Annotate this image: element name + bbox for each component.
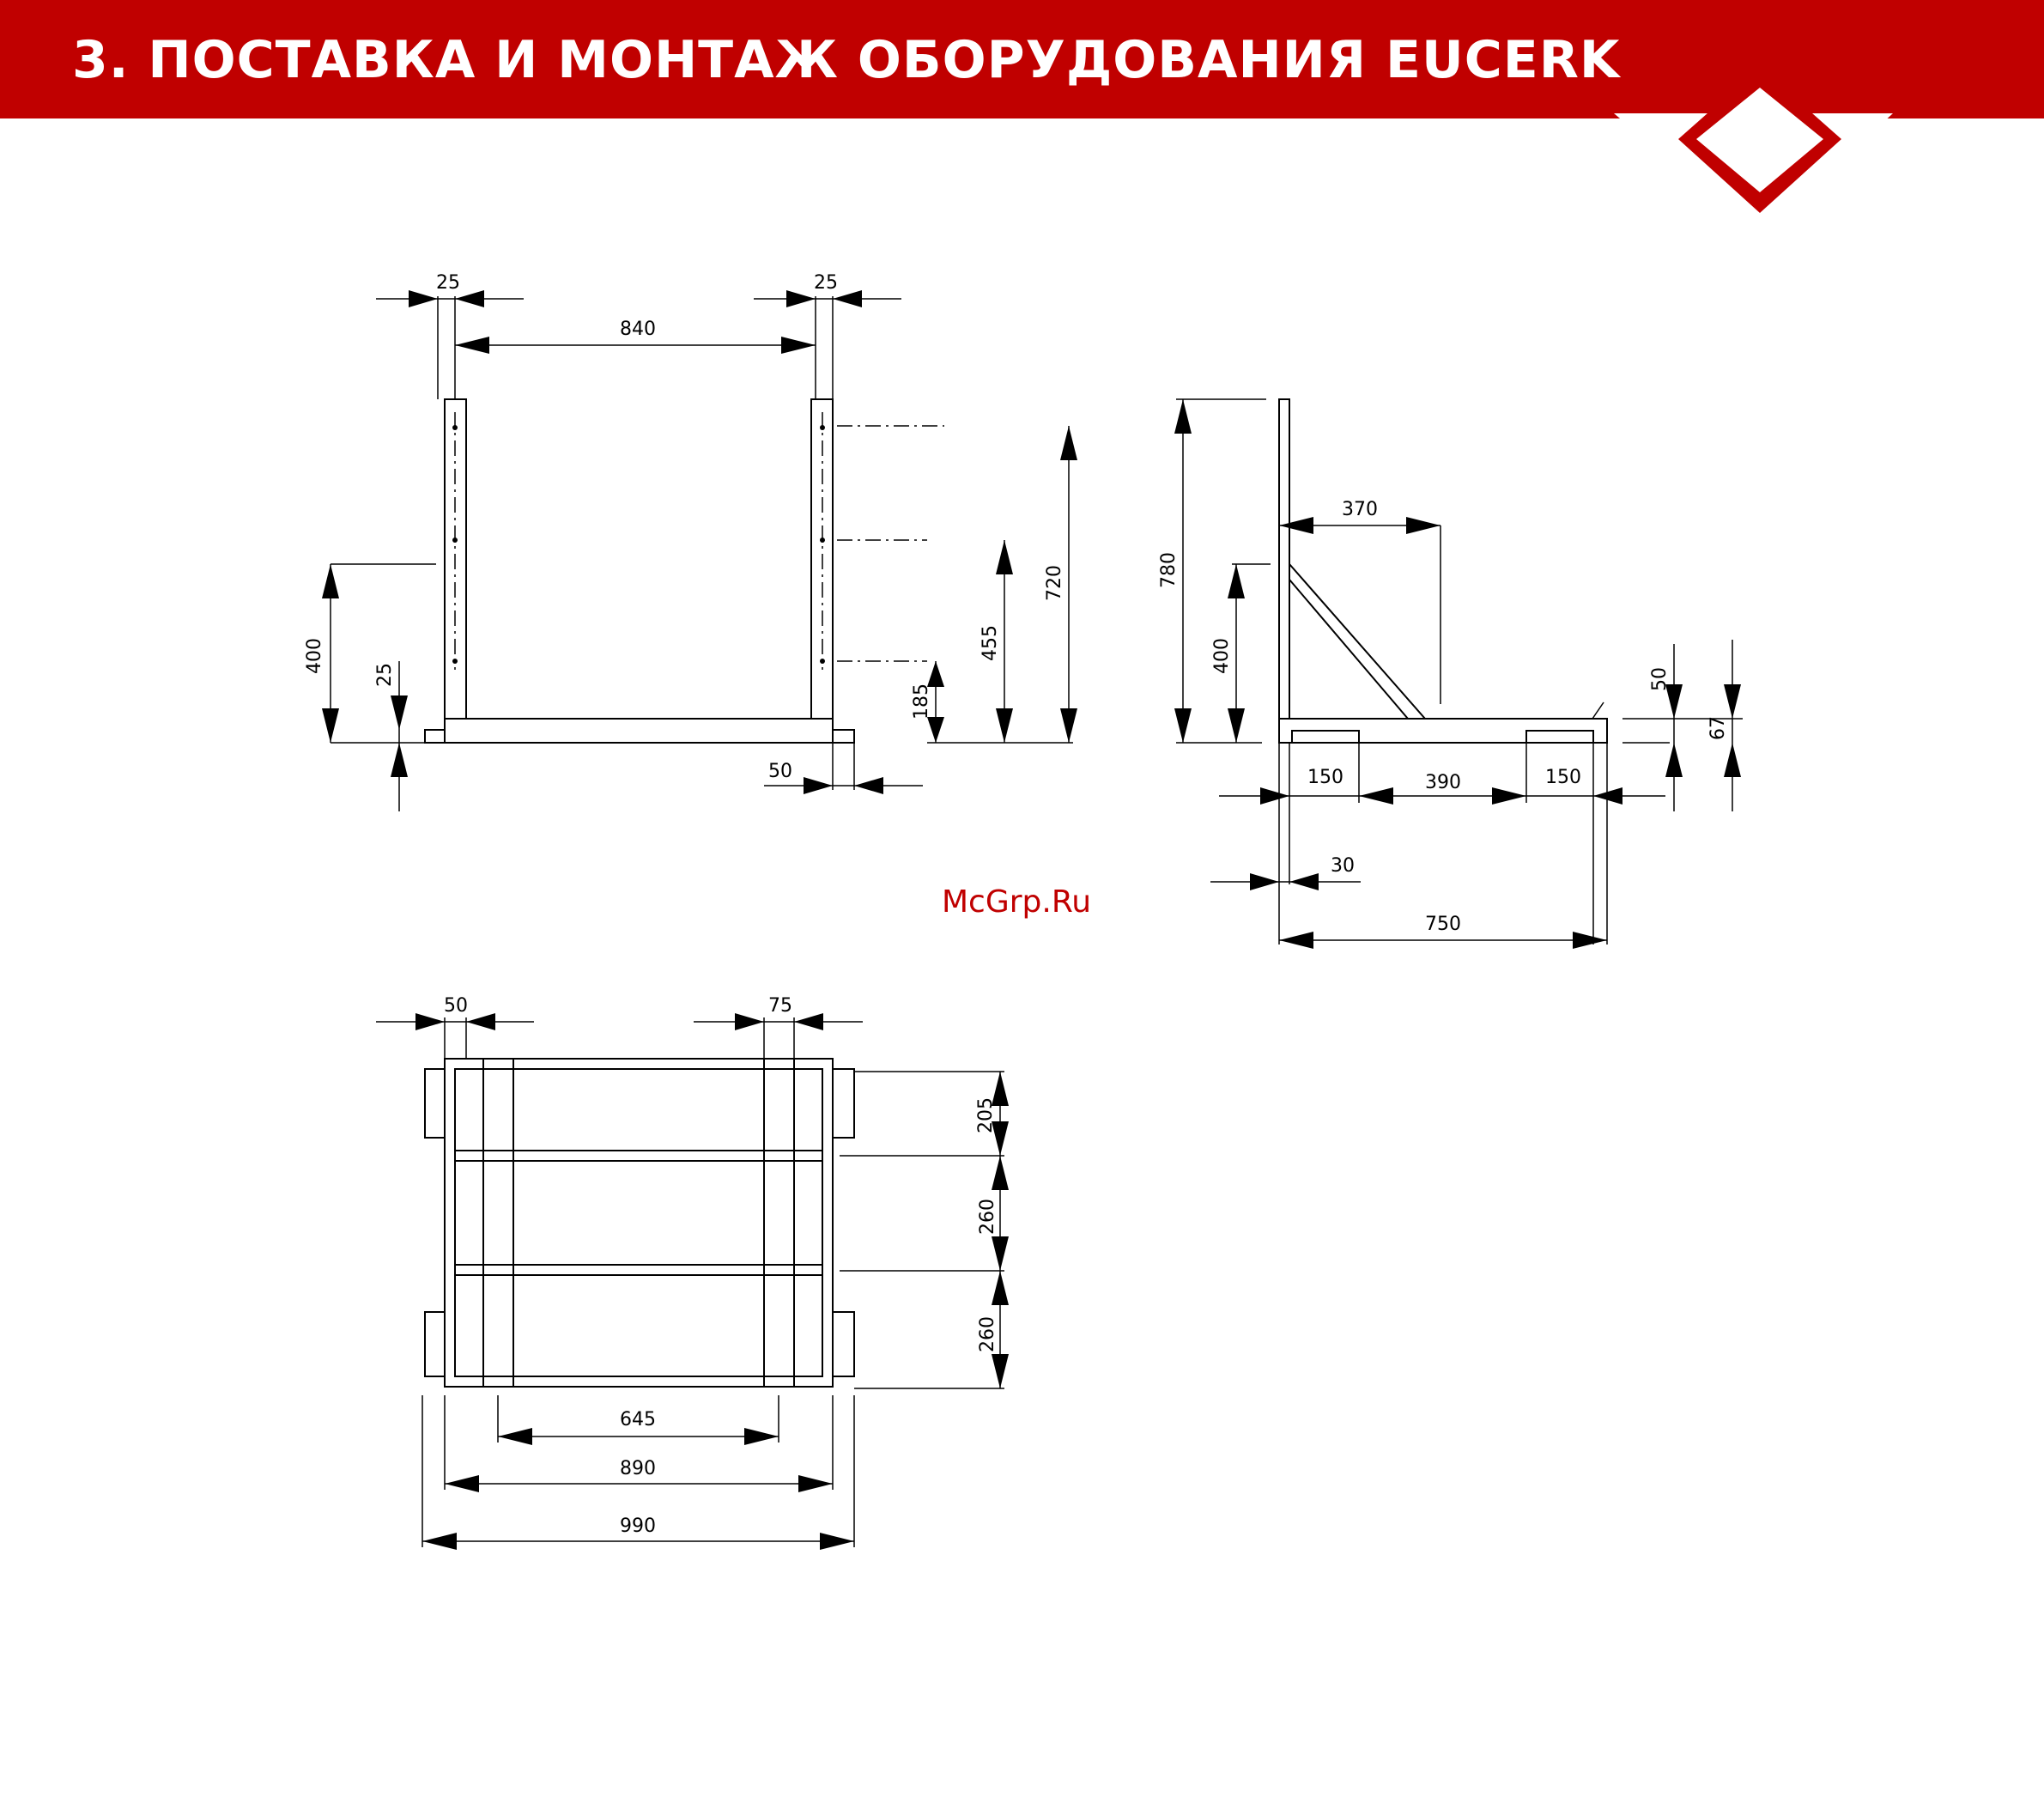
dim-side-780: 780 [1158,552,1180,588]
dim-top-260-b: 260 [977,1316,998,1352]
watermark: McGrp.Ru [942,884,1092,920]
dim-side-30: 30 [1331,855,1355,877]
dim-top-50: 50 [444,995,468,1017]
top-frame [445,1059,833,1387]
dim-front-25-right: 25 [814,272,838,294]
page-title: 3. ПОСТАВКА И МОНТАЖ ОБОРУДОВАНИЯ EUCERK [72,30,1621,90]
dim-side-390: 390 [1425,772,1461,793]
dim-top-205: 205 [975,1097,997,1133]
dim-side-400: 400 [1211,638,1233,674]
dim-side-67: 67 [1707,716,1729,740]
dim-front-720: 720 [1044,565,1065,601]
dim-front-25-left: 25 [436,272,460,294]
dim-side-150-left: 150 [1307,767,1343,788]
front-view [304,272,1077,811]
dim-front-400: 400 [304,638,325,674]
dim-front-50: 50 [768,761,792,782]
dim-front-185: 185 [911,683,932,720]
dim-side-750: 750 [1425,914,1461,935]
side-post [1279,399,1289,719]
dim-top-890: 890 [620,1458,656,1479]
dim-front-25-base: 25 [374,663,396,687]
side-view [1158,399,1743,949]
dim-side-370: 370 [1342,499,1378,520]
dim-top-645: 645 [620,1409,656,1430]
dim-side-50: 50 [1649,667,1671,691]
dim-front-840: 840 [620,319,656,340]
top-runner-left [483,1059,513,1387]
dim-top-990: 990 [620,1515,656,1537]
top-view [376,995,1009,1550]
dim-front-455: 455 [980,625,1001,661]
top-runner-right [764,1059,794,1387]
dim-side-150-right: 150 [1545,767,1581,788]
front-base [445,719,833,743]
dim-top-75: 75 [768,995,792,1017]
dim-top-260-a: 260 [977,1199,998,1235]
